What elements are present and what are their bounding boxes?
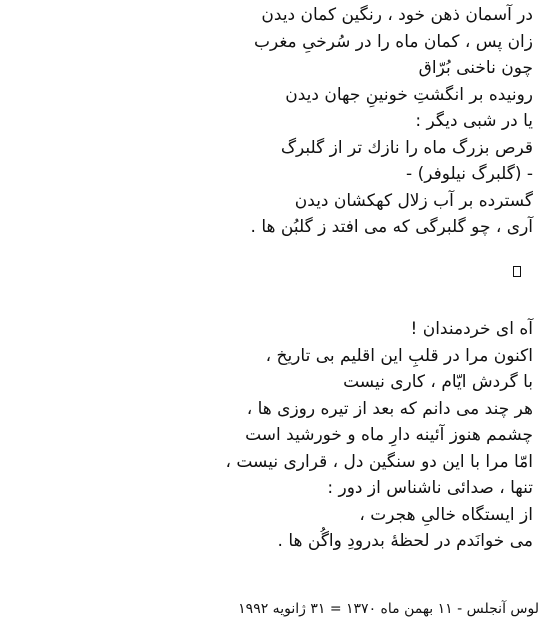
poem-line: تنها ، صدائی ناشناس از دور :	[327, 478, 533, 498]
poem-line: زان پس ، کمان ماه را در سُرخیِ مغرب	[253, 31, 533, 52]
poem-line: امّا مرا با این دو سنگین دل ، قراری نیست ،	[225, 451, 533, 472]
poem-line: - (گلبرگ نیلوفر) -	[406, 164, 533, 184]
poem-line: چون ناخنی بُرّاق	[418, 58, 533, 78]
poem-line: آه ای خردمندان !	[410, 319, 533, 339]
poem-line: هر چند می دانم که بعد از تیره روزی ها ،	[246, 398, 533, 419]
poem-line: رونیده بر انگشتِ خونینِ جهان دیدن	[285, 84, 533, 105]
poem-line: اکنون مرا در قلبِ این اقلیم بی تاریخ ،	[265, 345, 533, 366]
poem-line: چشمم هنوز آئینه دارِ ماه و خورشید است	[245, 425, 533, 445]
poem-line: می خوانَدم در لحظهٔ بدرودِ واگُن ها .	[277, 531, 533, 551]
poem-stanza-2	[8, 316, 533, 555]
poem-line: قرص بزرگ ماه را نازك تر از گلبرگ	[280, 137, 533, 158]
place-and-date-signature: لوس آنجلس - ۱۱ بهمن ماه ۱۳۷۰ = ۳۱ ژانویه ۱۹۹۲	[238, 601, 539, 617]
poem-line: با گردش ایّام ، کاری نیست	[343, 372, 533, 392]
poem-line: از ایستگاه خالیِ هجرت ،	[359, 504, 533, 525]
poem-line: گسترده بر آب زلال کهکشان دیدن	[294, 190, 533, 211]
poem-line: آری ، چو گلبرگی که می افتد ز گلبُن ها .	[250, 217, 533, 237]
poem-stanza-1	[8, 2, 533, 241]
poem-line: در آسمان ذهن خود ، رنگین کمان دیدن	[261, 5, 533, 25]
poem-line: یا در شبی دیگر :	[415, 111, 533, 131]
section-separator-box	[513, 266, 521, 277]
